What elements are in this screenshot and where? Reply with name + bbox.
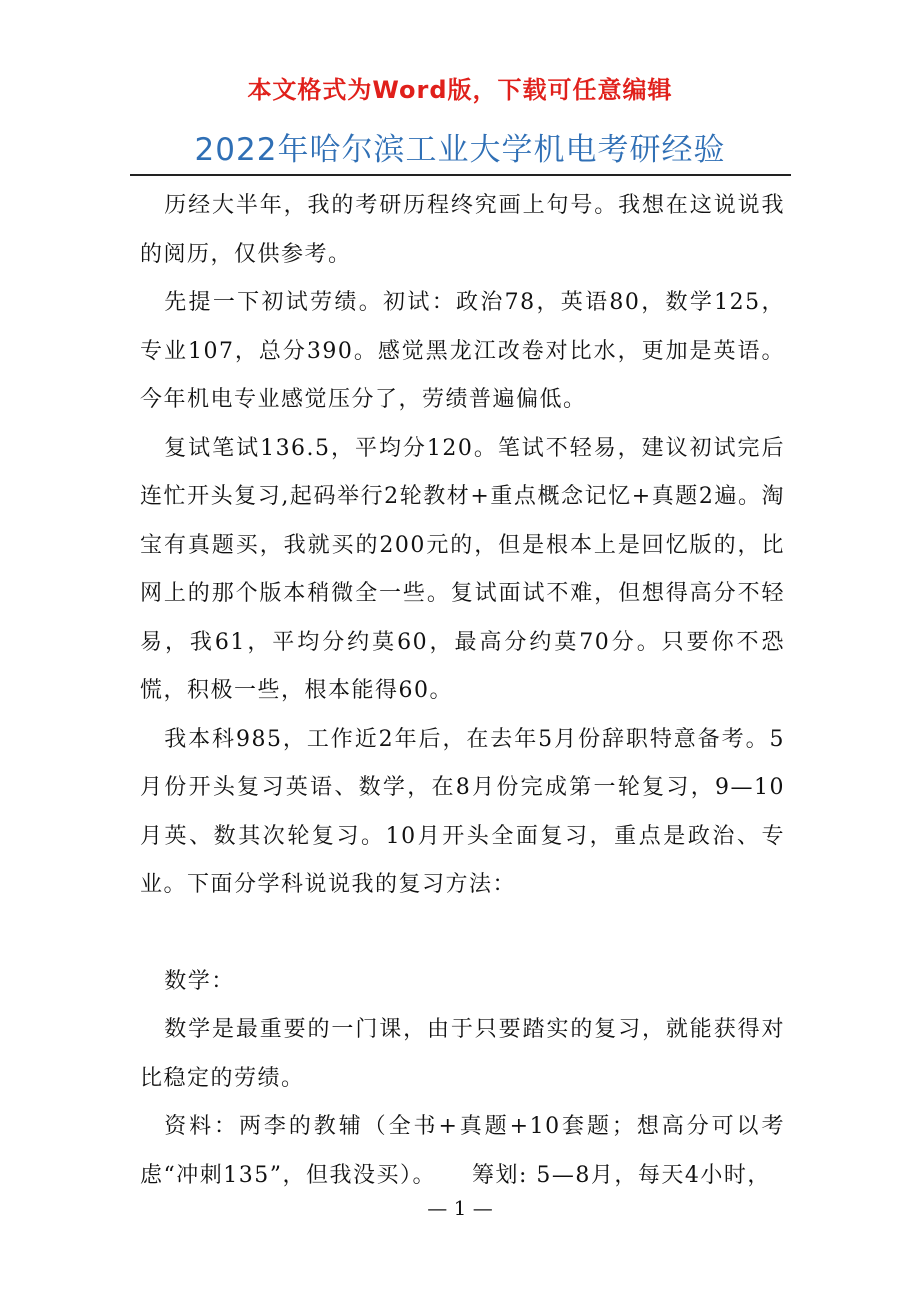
- document-title: 2022年哈尔滨工业大学机电考研经验: [194, 132, 726, 168]
- page-number: — 1 —: [427, 1196, 493, 1220]
- section-heading-math: 数学：: [164, 968, 235, 994]
- paragraph-intro: 历经大半年，我的考研历程终究画上句号。我想在这说说我的阅历，仅供参考。: [140, 193, 785, 267]
- article-body: [140, 182, 785, 1200]
- paragraph-math-importance: 数学是最重要的一门课，由于只要踏实的复习，就能获得对比稳定的劳绩。: [140, 1017, 785, 1091]
- format-notice-banner: 本文格式为Word版，下载可任意编辑: [247, 76, 673, 104]
- title-divider: [130, 174, 791, 176]
- paragraph-background: 我本科985，工作近2年后，在去年5月份辞职特意备考。5月份开头复习英语、数学，在8月份完成第一轮复习，9—10月英、数其次轮复习。10月开头全面复习，重点是政治、专业。下面分学科说说我的复习方法：: [140, 726, 785, 897]
- paragraph-retest: 复试笔试136.5，平均分120。笔试不轻易，建议初试完后连忙开头复习,起码举行2轮教材+重点概念记忆+真题2遍。淘宝有真题买，我就买的200元的，但是根本上是回忆版的，比网上的那个版本稍微全一些。复试面试不难，但想得高分不轻易，我61，平均分约莫60，最高分约莫70分。只要你不恐慌，积极一些，根本能得60。: [140, 435, 785, 703]
- paragraph-initial-scores: 先提一下初试劳绩。初试：政治78，英语80，数学125，专业107，总分390。感觉黑龙江改卷对比水，更加是英语。今年机电专业感觉压分了，劳绩普遍偏低。: [140, 290, 785, 412]
- paragraph-math-materials: 资料：两李的教辅（全书+真题+10套题；想高分可以考虑“冲刺135”，但我没买）。 筹划: 5—8月，每天4小时，: [140, 1114, 785, 1188]
